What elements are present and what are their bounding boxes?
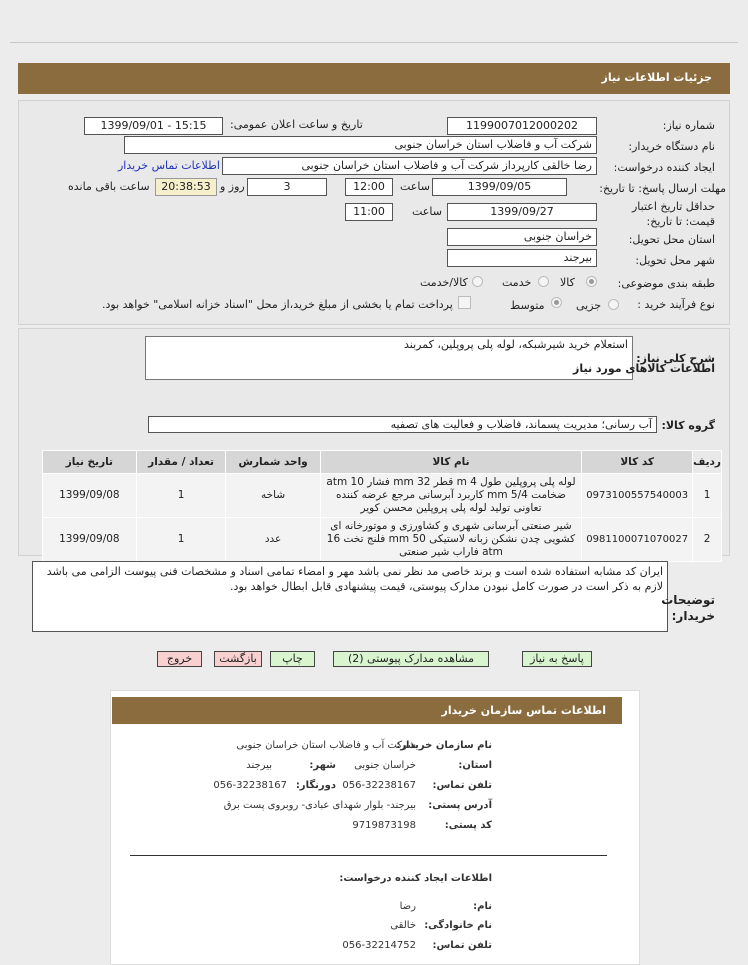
province-field[interactable]: خراسان جنوبی <box>447 228 597 246</box>
buyer-label: نام دستگاه خریدار: <box>628 140 715 153</box>
purchase-option-minor: جزیی <box>576 299 602 312</box>
view-attachments-button[interactable]: مشاهده مدارک پیوستی (2) <box>333 651 489 667</box>
creator-phone-value: 056-32214752 <box>342 940 416 951</box>
name-label: نام: <box>473 901 492 912</box>
category-option-both: کالا/خدمت <box>420 276 468 289</box>
address-value: بیرجند- بلوار شهدای عبادی- روبروی پست برق <box>223 800 416 811</box>
buyer-notes-textarea[interactable]: ایران کد مشابه استفاده شده است و برند خاصی مد نظر نمی باشد مهر و امضاء تمامی اسناد و مشخصات فنی پیوست الزامی می باشد لازم به ذکر است در صورت کامل نبودن مدارک پیوستی، قیمت پیشنهادی قابل ابطال خواهد بود. <box>32 561 668 632</box>
col-unit: واحد شمارش <box>226 451 320 474</box>
deadline-label: مهلت ارسال پاسخ: تا تاریخ: <box>599 182 726 195</box>
category-radio-service[interactable] <box>538 276 549 287</box>
contact-divider <box>130 855 607 856</box>
validity-time-label: ساعت <box>412 205 442 218</box>
contact-header: اطلاعات تماس سازمان خریدار <box>112 697 622 724</box>
org-label: نام سازمان خریدار: <box>396 740 492 751</box>
province-value: خراسان جنوبی <box>354 760 416 771</box>
days-label: روز و <box>220 180 245 193</box>
city-label: شهر: <box>309 760 336 771</box>
category-radio-goods[interactable] <box>586 276 597 287</box>
top-divider <box>10 42 738 43</box>
payment-checkbox[interactable] <box>458 296 471 309</box>
validity-time-field[interactable]: 11:00 <box>345 203 393 221</box>
cell-code: 0981100071070027 <box>582 518 693 562</box>
validity-date-field[interactable]: 1399/09/27 <box>447 203 597 221</box>
table-row[interactable] <box>43 474 722 518</box>
cell-unit: عدد <box>226 518 320 562</box>
category-option-goods: کالا <box>560 276 575 289</box>
purchase-option-medium: متوسط <box>510 299 545 312</box>
table-header-row <box>43 451 722 474</box>
purchase-radio-minor[interactable] <box>608 299 619 310</box>
announce-field[interactable]: 1399/09/01 - 15:15 <box>84 117 223 135</box>
buyer-notes-label: توضیحات خریدار: <box>661 593 715 623</box>
phone-label: تلفن تماس: <box>432 780 492 791</box>
payment-note: پرداخت تمام یا بخشی از مبلغ خرید،از محل "اسناد خزانه اسلامی" خواهد بود. <box>102 298 453 311</box>
cell-code: 0973100557540003 <box>582 474 693 518</box>
goods-group-label: گروه کالا: <box>661 419 715 432</box>
time-label: ساعت <box>400 180 430 193</box>
cell-date: 1399/09/08 <box>43 518 137 562</box>
days-field[interactable]: 3 <box>247 178 327 196</box>
col-name: نام کالا <box>320 451 582 474</box>
fax-label: دورنگار: <box>295 780 336 791</box>
announce-label: تاریخ و ساعت اعلان عمومی: <box>230 118 363 131</box>
col-row: ردیف <box>693 451 722 474</box>
postal-label: کد پستی: <box>444 820 492 831</box>
city-field[interactable]: بیرجند <box>447 249 597 267</box>
summary-textarea[interactable]: استعلام خرید شیرشبکه، لوله پلی پروپلین، کمربند <box>145 336 633 380</box>
purchase-radio-medium[interactable] <box>551 297 562 308</box>
cell-name: شیر صنعتی آبرسانی شهری و کشاورزی و موتورخانه ای کشویی چدن نشکن زبانه لاستیکی 50 mm فلنج تخت 16 atm فاراب شیر صنعتی <box>320 518 582 562</box>
creator-phone-label: تلفن تماس: <box>432 940 492 951</box>
city-label: شهر محل تحویل: <box>635 254 715 267</box>
goods-table <box>42 450 722 562</box>
creator-label: ایجاد کننده درخواست: <box>613 161 715 174</box>
family-label: نام خانوادگی: <box>424 920 492 931</box>
category-label: طبقه بندی موضوعی: <box>617 277 715 290</box>
col-date: تاریخ نیاز <box>43 451 137 474</box>
creator-info-title: اطلاعات ایجاد کننده درخواست: <box>339 873 492 884</box>
validity-label: حداقل تاریخ اعتبار قیمت: تا تاریخ: <box>631 200 715 228</box>
fax-value: 056-32238167 <box>213 780 287 791</box>
cell-qty: 1 <box>136 518 226 562</box>
remaining-label: ساعت باقی مانده <box>68 180 150 193</box>
buyer-field[interactable]: شرکت آب و فاضلاب استان خراسان جنوبی <box>124 136 597 154</box>
family-value: خالقی <box>390 920 416 931</box>
province-label: استان محل تحویل: <box>628 233 715 246</box>
cell-unit: شاخه <box>226 474 320 518</box>
deadline-date-field[interactable]: 1399/09/05 <box>432 178 567 196</box>
summary-label: شرح کلی نیاز: <box>636 352 715 365</box>
need-number-field[interactable]: 1199007012000202 <box>447 117 597 135</box>
category-radio-both[interactable] <box>472 276 483 287</box>
postal-value: 9719873198 <box>352 820 416 831</box>
table-row[interactable] <box>43 518 722 562</box>
buyer-contact-link[interactable]: اطلاعات تماس خریدار <box>118 159 220 172</box>
creator-field[interactable]: رضا خالقی کارپرداز شرکت آب و فاضلاب استان خراسان جنوبی <box>222 157 597 175</box>
goods-group-field[interactable]: آب رسانی؛ مدیریت پسماند، فاضلاب و فعالیت های تصفیه <box>148 416 657 433</box>
page-header: جزئیات اطلاعات نیاز <box>18 63 730 94</box>
need-number-label: شماره نیاز: <box>662 119 715 132</box>
city-value: بیرجند <box>246 760 272 771</box>
deadline-time-field[interactable]: 12:00 <box>345 178 393 196</box>
remaining-time: 20:38:53 <box>155 178 217 196</box>
name-value: رضا <box>399 901 416 912</box>
category-option-service: خدمت <box>502 276 532 289</box>
address-label: آدرس پستی: <box>428 800 492 811</box>
reply-button[interactable]: پاسخ به نیاز <box>522 651 592 667</box>
phone-value: 056-32238167 <box>342 780 416 791</box>
cell-name: لوله پلی پروپلین طول 4 m قطر 32 mm فشار 10 atm ضخامت 5/4 mm کاربرد آبرسانی مرجع عرضه کننده تعاونی تولید لوله پلی پروپلین محسن کویر <box>320 474 582 518</box>
goods-table-wrap <box>42 450 722 562</box>
cell-row: 1 <box>693 474 722 518</box>
province-label: استان: <box>458 760 492 771</box>
cell-qty: 1 <box>136 474 226 518</box>
purchase-type-label: نوع فرآیند خرید : <box>637 298 715 311</box>
goods-title: اطلاعات کالاهای مورد نیاز <box>573 362 715 375</box>
exit-button[interactable]: خروج <box>157 651 202 667</box>
print-button[interactable]: چاپ <box>270 651 315 667</box>
back-button[interactable]: بازگشت <box>214 651 262 667</box>
col-qty: تعداد / مقدار <box>136 451 226 474</box>
cell-row: 2 <box>693 518 722 562</box>
col-code: کد کالا <box>582 451 693 474</box>
org-value: شرکت آب و فاضلاب استان خراسان جنوبی <box>236 740 416 751</box>
cell-date: 1399/09/08 <box>43 474 137 518</box>
